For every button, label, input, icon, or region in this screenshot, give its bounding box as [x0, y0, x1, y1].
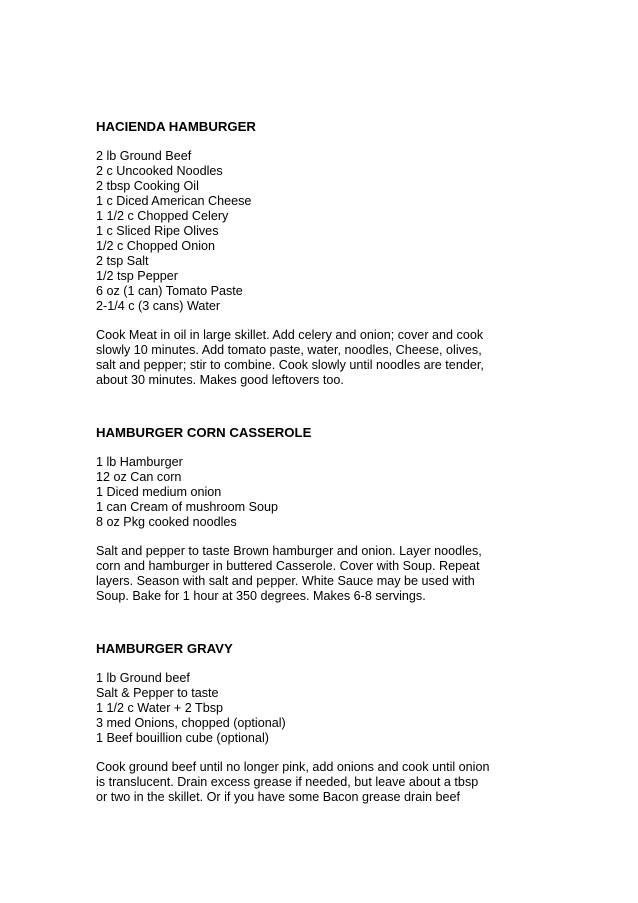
ingredient-list [96, 149, 536, 314]
ingredient-item: 2-1/4 c (3 cans) Water [96, 299, 221, 313]
ingredient-list [96, 455, 536, 530]
recipe-directions: Salt and pepper to taste Brown hamburger and onion. Layer noodles, corn and hamburger in buttered Casserole. Cover with Soup. Repeat layers. Season with salt and pepper. White Sauce may be used with Soup. Bake for 1 hour at 350 degrees. Makes 6-8 servings. [96, 544, 482, 603]
recipe-hamburger-corn-casserole [96, 425, 536, 604]
ingredient-item: 1/2 tsp Pepper [96, 269, 178, 283]
ingredient-item: 3 med Onions, chopped (optional) [96, 716, 286, 730]
recipe-title: HAMBURGER GRAVY [96, 641, 233, 656]
ingredient-item: 2 lb Ground Beef [96, 149, 192, 163]
recipe-directions: Cook Meat in oil in large skillet. Add celery and onion; cover and cook slowly 10 minutes. Add tomato paste, water, noodles, Cheese, olives, salt and pepper; stir to combine. Cook slowly until noodles are tender, about 30 minutes. Makes good leftovers too. [96, 328, 484, 387]
recipe-hacienda-hamburger [96, 119, 536, 388]
ingredient-item: 6 oz (1 can) Tomato Paste [96, 284, 243, 298]
ingredient-item: 1 Beef bouillion cube (optional) [96, 731, 269, 745]
ingredient-item: 2 tbsp Cooking Oil [96, 179, 199, 193]
ingredient-item: 12 oz Can corn [96, 470, 182, 484]
ingredient-item: 1 c Diced American Cheese [96, 194, 252, 208]
ingredient-item: 2 tsp Salt [96, 254, 149, 268]
ingredient-item: 8 oz Pkg cooked noodles [96, 515, 237, 529]
ingredient-list [96, 671, 536, 746]
recipe-title: HAMBURGER CORN CASSEROLE [96, 425, 312, 440]
ingredient-item: 1/2 c Chopped Onion [96, 239, 216, 253]
ingredient-item: 2 c Uncooked Noodles [96, 164, 223, 178]
ingredient-item: 1 lb Ground beef [96, 671, 190, 685]
ingredient-item: 1 Diced medium onion [96, 485, 222, 499]
ingredient-item: 1 c Sliced Ripe Olives [96, 224, 219, 238]
ingredient-item: 1 can Cream of mushroom Soup [96, 500, 278, 514]
document-page [96, 119, 536, 805]
ingredient-item: 1 1/2 c Water + 2 Tbsp [96, 701, 224, 715]
ingredient-item: 1 lb Hamburger [96, 455, 183, 469]
ingredient-item: 1 1/2 c Chopped Celery [96, 209, 229, 223]
recipe-directions: Cook ground beef until no longer pink, add onions and cook until onion is translucent. Drain excess grease if needed, but leave about a tbsp or two in the skillet. Or if you have some Bacon grease drain beef [96, 760, 490, 804]
ingredient-item: Salt & Pepper to taste [96, 686, 219, 700]
recipe-title: HACIENDA HAMBURGER [96, 119, 256, 134]
recipe-hamburger-gravy [96, 641, 536, 805]
